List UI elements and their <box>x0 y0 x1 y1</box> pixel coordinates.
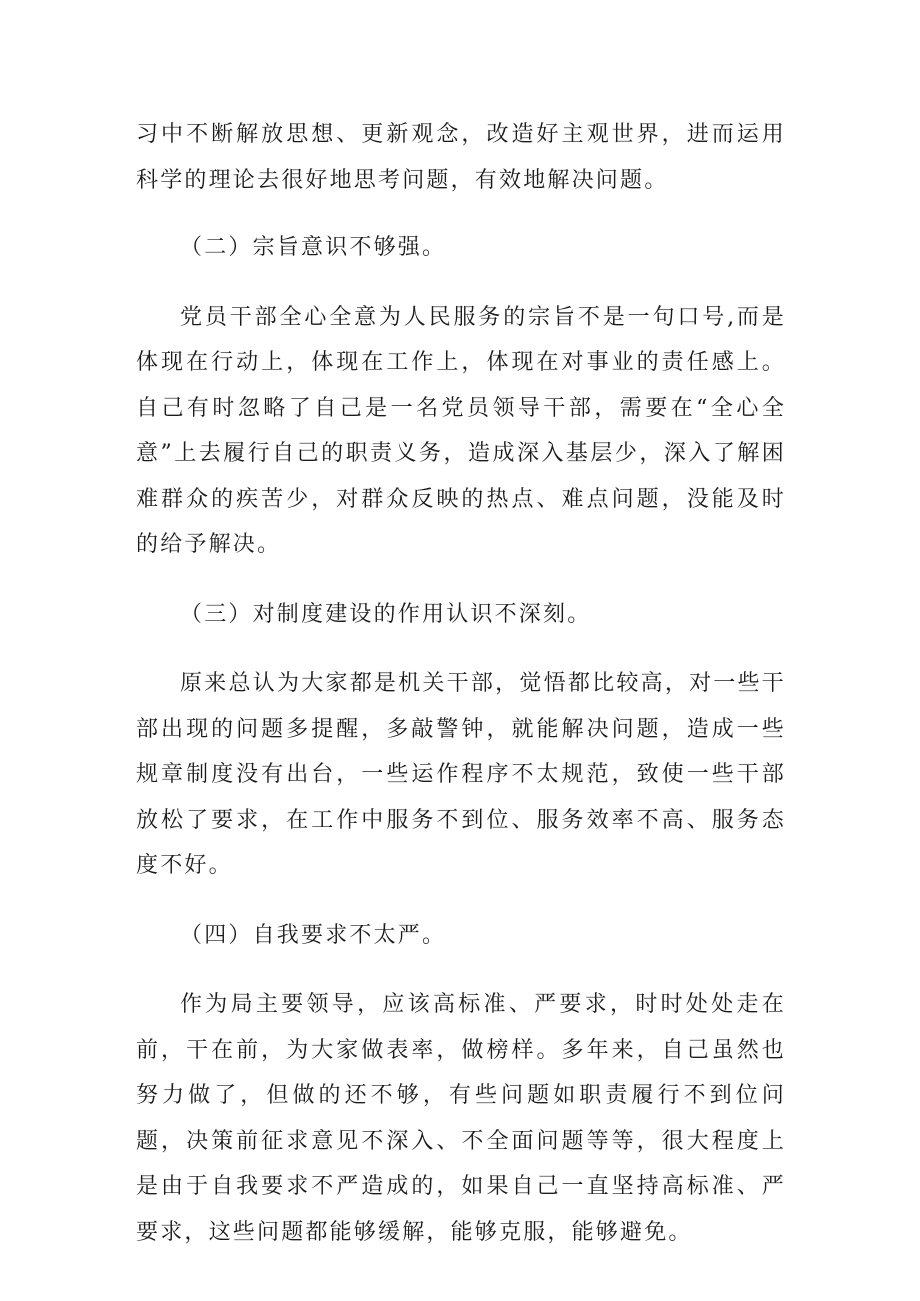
paragraph-section-3: 原来总认为大家都是机关干部，觉悟都比较高，对一些干部出现的问题多提醒，多敲警钟，就能解决问题，造成一些规章制度没有出台，一些运作程序不太规范，致使一些干部放松了要求，在工作中服务不到位、服务效率不高、服务态度不好。 <box>136 671 786 878</box>
section-heading-4: （四）自我要求不太严。 <box>180 922 447 948</box>
section-heading-3: （三）对制度建设的作用认识不深刻。 <box>180 601 592 627</box>
paragraph-section-4: 作为局主要领导，应该高标准、严要求，时时处处走在前，干在前，为大家做表率，做榜样。多年来，自己虽然也努力做了，但做的还不够，有些问题如职责履行不到位问题，决策前征求意见不深入、不全面问题等等，很大程度上是由于自我要求不严造成的，如果自己一直坚持高标准、严要求，这些问题都能够缓解，能够克服，能够避免。 <box>136 992 786 1245</box>
section-heading-2: （二）宗旨意识不够强。 <box>180 235 447 260</box>
paragraph-continuation: 习中不断解放思想、更新观念，改造好主观世界，进而运用科学的理论去很好地思考问题，有效地解决问题。 <box>136 122 786 193</box>
paragraph-section-2: 党员干部全心全意为人民服务的宗旨不是一句口号,而是体现在行动上，体现在工作上，体现在对事业的责任感上。自己有时忽略了自己是一名党员领导干部，需要在“全心全意”上去履行自己的职责义务，造成深入基层少，深入了解困难群众的疾苦少，对群众反映的热点、难点问题，没能及时的给予解决。 <box>136 304 786 557</box>
document-body <box>136 112 786 1279</box>
